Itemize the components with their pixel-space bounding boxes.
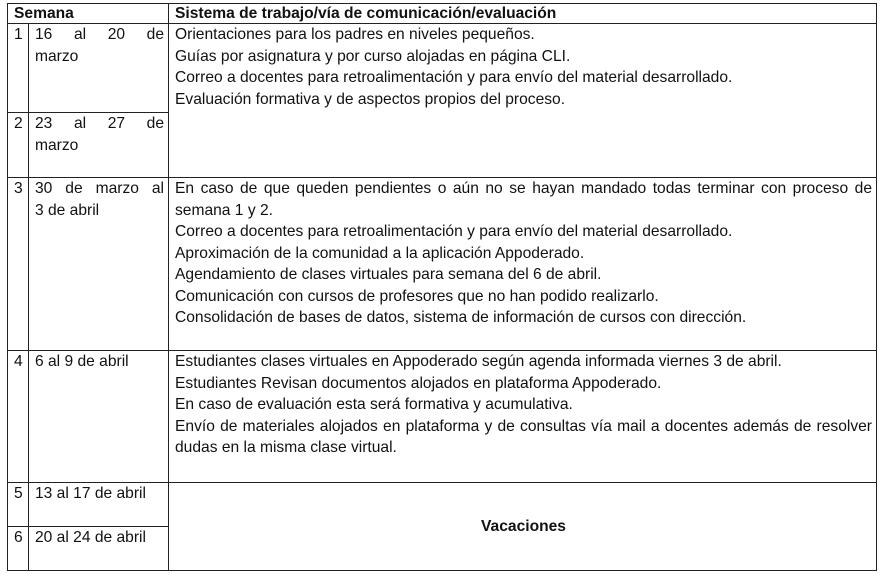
week-range: 16 al 20 de marzo [29, 24, 169, 113]
description-line: Agendamiento de clases virtuales para semana del 6 de abril. [175, 266, 602, 283]
description-line: Envío de materiales alojados en plataforma y de consultas vía mail a docentes además de resolver dudas en la misma clase virtual. [175, 417, 872, 456]
week-range: 13 al 17 de abril [29, 483, 169, 527]
table-row [8, 351, 877, 483]
table-header-row [8, 4, 877, 24]
vacaciones-cell: Vacaciones [169, 483, 877, 571]
description-line: Estudiantes Revisan documentos alojados en plataforma Appoderado. [175, 374, 662, 392]
header-sistema: Sistema de trabajo/vía de comunicación/evaluación [169, 4, 877, 24]
header-semana: Semana [8, 4, 169, 24]
table-row [8, 178, 877, 351]
description-line: En caso de evaluación esta será formativa y acumulativa. [175, 396, 573, 413]
schedule-table [7, 3, 877, 571]
description-line: Comunicación con cursos de profesores que no han podido realizarlo. [175, 287, 659, 305]
description-line: Guías por asignatura y por curso alojadas en página CLI. [175, 47, 571, 65]
description-line: Orientaciones para los padres en niveles pequeños. [175, 26, 535, 43]
week-description [169, 24, 877, 178]
week-range: 23 al 27 de marzo [29, 113, 169, 178]
week-number: 6 [8, 527, 29, 571]
week-number: 2 [8, 113, 29, 178]
week-description [169, 178, 877, 351]
week-description [169, 351, 877, 483]
week-number: 1 [8, 24, 29, 113]
week-range: 6 al 9 de abril [29, 351, 169, 483]
description-line: Correo a docentes para retroalimentación y para envío del material desarrollado. [175, 69, 733, 86]
week-number: 3 [8, 178, 29, 351]
description-line: Aproximación de la comunidad a la aplicación Appoderado. [175, 244, 585, 262]
week-number: 4 [8, 351, 29, 483]
description-line: Evaluación formativa y de aspectos propios del proceso. [175, 90, 566, 108]
week-range: 30 de marzo al 3 de abril [29, 178, 169, 351]
description-line: Consolidación de bases de datos, sistema de información de cursos con dirección. [175, 309, 747, 326]
table-row [8, 483, 877, 527]
table-row [8, 24, 877, 113]
description-line: Correo a docentes para retroalimentación y para envío del material desarrollado. [175, 223, 733, 240]
description-line: Estudiantes clases virtuales en Appoderado según agenda informada viernes 3 de abril. [175, 353, 782, 370]
description-line: En caso de que queden pendientes o aún no se hayan mandado todas terminar con proceso de semana 1 y 2. [175, 180, 872, 219]
week-number: 5 [8, 483, 29, 527]
week-range: 20 al 24 de abril [29, 527, 169, 571]
